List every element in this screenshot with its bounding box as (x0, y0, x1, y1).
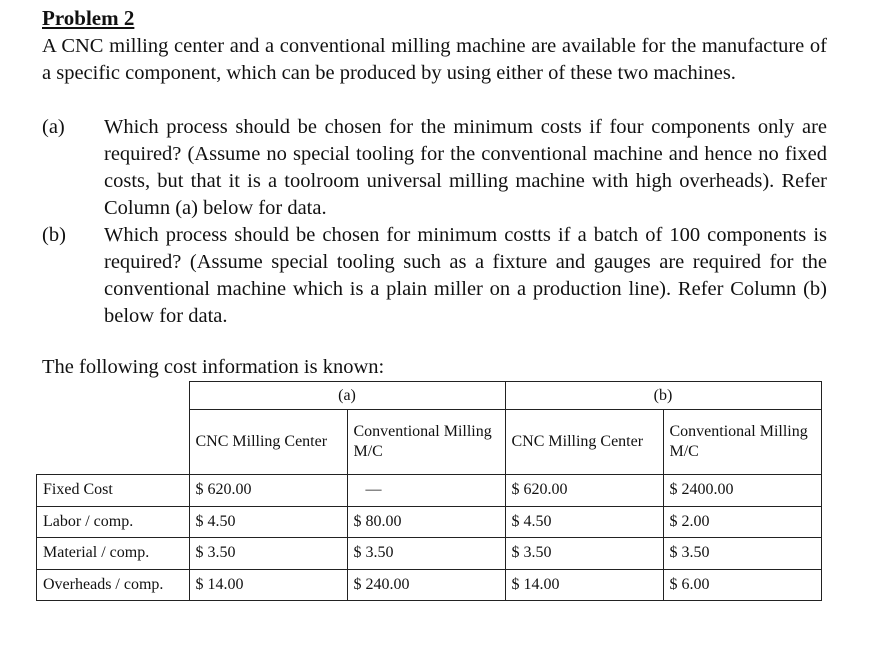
table-row (37, 506, 822, 538)
table-row (37, 475, 822, 507)
row-label: Fixed Cost (37, 475, 190, 507)
problem-title: Problem 2 (42, 6, 135, 30)
table-cell: $ 3.50 (189, 538, 347, 570)
table-cell: $ 4.50 (505, 506, 663, 538)
col-b-conv-header: Conventional Milling M/C (663, 410, 821, 475)
table-cell: $ 2400.00 (663, 475, 821, 507)
table-cell: $ 2.00 (663, 506, 821, 538)
blank-cell (37, 410, 190, 475)
table-cell: — (347, 475, 505, 507)
table-cell: $ 14.00 (189, 569, 347, 601)
part-b-text: Which process should be chosen for minimum costts if a batch of 100 components is required? (Assume special tooling such as a fixture and gauges are required for the conventional machine which is a plain miller on a production line). Refer Column (b) below for data. (104, 224, 827, 327)
table-cell: $ 3.50 (663, 538, 821, 570)
col-a-conv-header: Conventional Milling M/C (347, 410, 505, 475)
table-cell: $ 620.00 (189, 475, 347, 507)
part-a-text: Which process should be chosen for the minimum costs if four components only are required? (Assume no special tooling for the conventional machine and hence no fixed costs, but that it is a toolroom universal milling machine with high overheads). Refer Column (a) below for data. (104, 116, 827, 219)
row-label: Overheads / comp. (37, 569, 190, 601)
part-a-marker: (a) (42, 116, 65, 138)
group-header-row (37, 382, 822, 410)
problem-intro: A CNC milling center and a conventional milling machine are available for the manufacture of a specific component, which can be produced by using either of these two machines. (42, 35, 827, 84)
table-cell: $ 6.00 (663, 569, 821, 601)
table-row (37, 538, 822, 570)
part-a (42, 114, 827, 222)
table-cell: $ 14.00 (505, 569, 663, 601)
blank-cell (37, 382, 190, 410)
table-cell: $ 4.50 (189, 506, 347, 538)
column-header-row (37, 410, 822, 475)
table-cell: $ 240.00 (347, 569, 505, 601)
table-cell: $ 3.50 (347, 538, 505, 570)
row-label: Material / comp. (37, 538, 190, 570)
part-b (42, 222, 827, 330)
table-cell: $ 3.50 (505, 538, 663, 570)
table-row (37, 569, 822, 601)
part-b-marker: (b) (42, 224, 66, 246)
cost-table (36, 381, 822, 601)
table-cell: $ 80.00 (347, 506, 505, 538)
col-a-cnc-header: CNC Milling Center (189, 410, 347, 475)
col-b-cnc-header: CNC Milling Center (505, 410, 663, 475)
row-label: Labor / comp. (37, 506, 190, 538)
group-b-header: (b) (505, 382, 821, 410)
table-cell: $ 620.00 (505, 475, 663, 507)
group-a-header: (a) (189, 382, 505, 410)
cost-intro: The following cost information is known: (42, 356, 385, 378)
